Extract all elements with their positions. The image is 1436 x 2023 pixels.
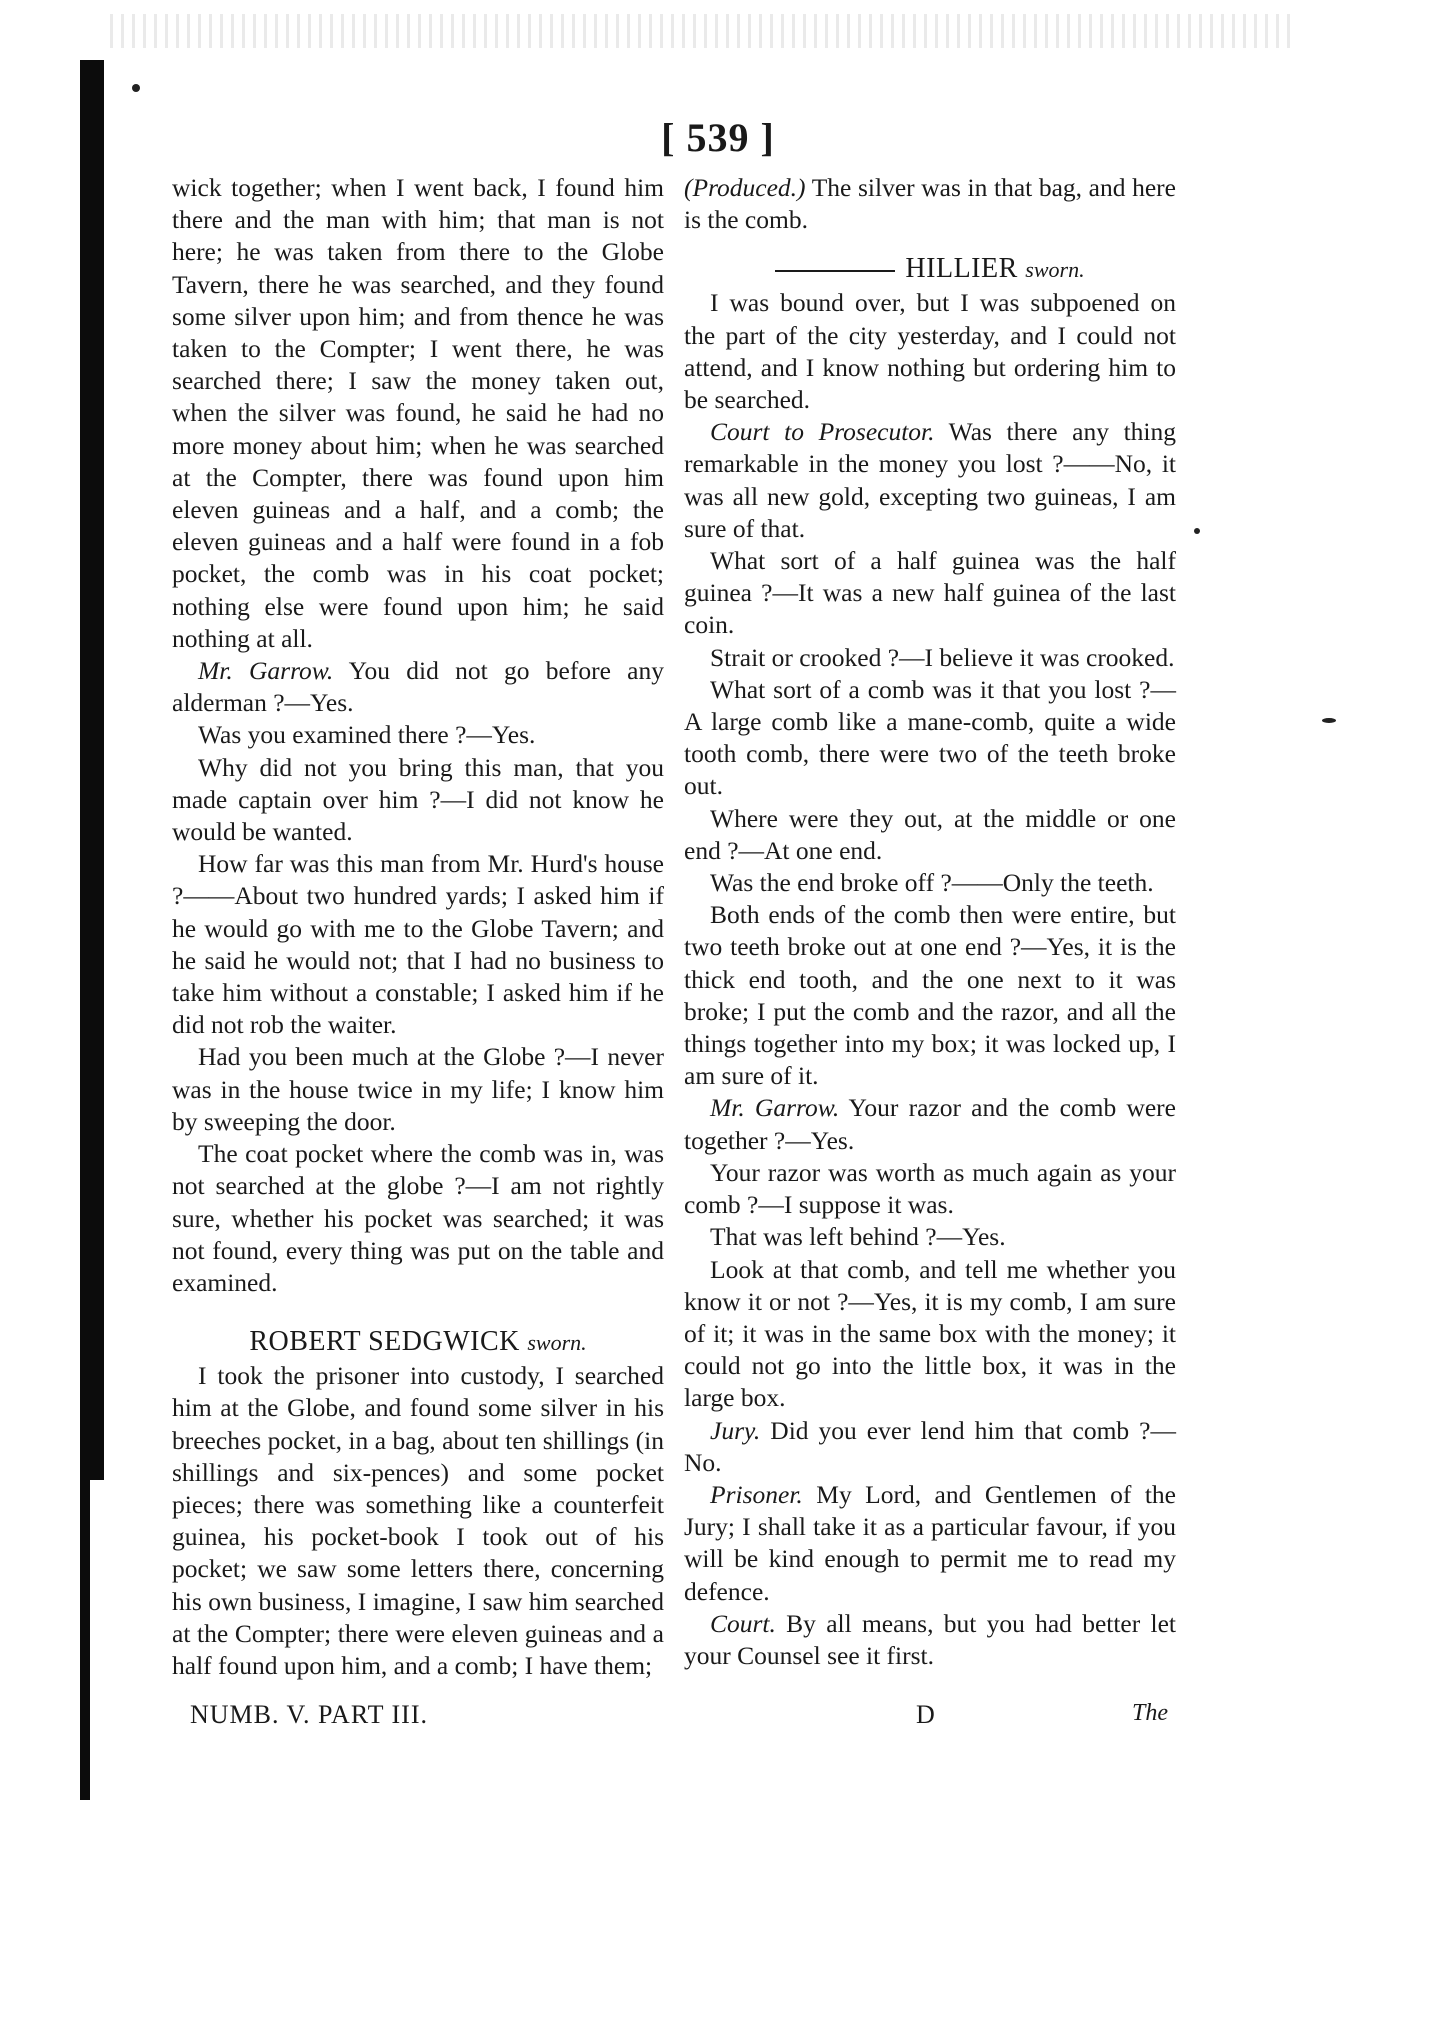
- scan-speck: [1322, 718, 1336, 723]
- section-gap: [172, 1299, 664, 1325]
- paragraph: Had you been much at the Globe ?—I never was in the house twice in my life; I know him by sweeping the door.: [172, 1042, 664, 1136]
- italic-note: (Produced.): [684, 173, 806, 202]
- speaker: Court.: [710, 1608, 776, 1638]
- speaker: Mr. Garrow.: [198, 656, 334, 686]
- paragraph: The coat pocket where the comb was in, was not searched at the globe ?—I am not rightly sure, whether his pocket was searched; it was not found, every thing was put on the table and examined.: [172, 1139, 664, 1297]
- scan-speck: [132, 84, 140, 92]
- witness-heading: [684, 252, 1176, 287]
- speaker: Mr. Garrow.: [710, 1093, 840, 1123]
- paragraph: What sort of a half guinea was the half guinea ?—It was a new half guinea of the last coin.: [684, 546, 1176, 640]
- paragraph: Was you examined there ?—Yes.: [198, 720, 536, 750]
- paragraph: [172, 655, 664, 719]
- speaker: Jury.: [710, 1415, 761, 1445]
- paragraph: I was bound over, but I was subpoened on the part of the city yesterday, and I could not attend, and I know nothing but ordering him to be searched.: [684, 288, 1176, 415]
- footer-part-label: NUMB. V. PART III.: [190, 1700, 428, 1729]
- paragraph: Both ends of the comb then were entire, but two teeth broke out at one end ?—Yes, it is the thick end tooth, and the one next to it was broke; I put the comb and the razor, and all the things together into my box; it was locked up, I am sure of it.: [684, 900, 1176, 1091]
- paragraph-text: Your razor and the comb were together ?—Yes.: [684, 1093, 1176, 1155]
- sworn-label: sworn.: [527, 1330, 587, 1356]
- paragraph: [684, 1479, 1176, 1608]
- scan-binding-edge: [80, 60, 104, 1480]
- paragraph: [684, 416, 1176, 545]
- paragraph: That was left behind ?—Yes.: [710, 1222, 1006, 1252]
- paragraph-text: You did not go before any alderman ?—Yes.: [172, 656, 664, 718]
- witness-heading: [172, 1325, 664, 1360]
- paragraph-text: My Lord, and Gentlemen of the Jury; I shall take it as a particular favour, if you will be kind enough to permit me to read my defence.: [684, 1479, 1176, 1606]
- scan-speck: [1194, 528, 1200, 534]
- speaker: Court to Prosecutor.: [710, 417, 935, 447]
- catchword: The: [1132, 1700, 1168, 1726]
- paragraph-text: Did you ever lend him that comb ?—No.: [684, 1415, 1176, 1477]
- paragraph-text: Was there any thing remarkable in the money you lost ?——No, it was all new gold, excepting two guineas, I am sure of that.: [684, 417, 1176, 543]
- paragraph: [684, 1092, 1176, 1156]
- left-column: [172, 172, 664, 1682]
- paragraph: Was the end broke off ?——Only the teeth.: [710, 868, 1154, 898]
- paragraph: How far was this man from Mr. Hurd's house ?——About two hundred yards; I asked him if he would go with me to the Globe Tavern; and he said he would not; that I had no business to take him without a constable; I asked him if he did not rob the waiter.: [172, 849, 664, 1040]
- paragraph: [684, 1415, 1176, 1479]
- scan-binding-edge-lower: [80, 1480, 90, 1800]
- paragraph: I took the prisoner into custody, I searched him at the Globe, and found some silver in his breeches pocket, in a bag, about ten shillings (in shillings and six-pences) and some pocket pieces; there was something like a counterfeit guinea, his pocket-book I took out of his pocket; we saw some letters there, concerning his own business, I imagine, I saw him searched at the Compter; there were eleven guineas and a half found upon him, and a comb; I have them;: [172, 1361, 664, 1680]
- sworn-label: sworn.: [1025, 257, 1085, 283]
- paragraph-text: The silver was in that bag, and here is the comb.: [684, 173, 1176, 235]
- paragraph: What sort of a comb was it that you lost ?—A large comb like a mane-comb, quite a wide tooth comb, there were two of the teeth broke out.: [684, 674, 1176, 801]
- paragraph: Look at that comb, and tell me whether you know it or not ?—Yes, it is my comb, I am sure of it; it was in the same box with the money; it could not go into the little box, it was in the large box.: [684, 1254, 1176, 1413]
- witness-name: HILLIER: [905, 253, 1018, 285]
- witness-name: ROBERT SEDGWICK: [249, 1326, 520, 1358]
- paragraph: [684, 172, 1176, 236]
- paragraph-text: By all means, but you had better let your Counsel see it first.: [684, 1608, 1176, 1670]
- paragraph: Where were they out, at the middle or one end ?—At one end.: [684, 803, 1176, 865]
- paragraph: Why did not you bring this man, that you made captain over him ?—I did not know he would be wanted.: [172, 752, 664, 847]
- speaker: Prisoner.: [710, 1479, 803, 1509]
- paragraph: Your razor was worth as much again as your comb ?—I suppose it was.: [684, 1157, 1176, 1220]
- section-gap: [684, 236, 1176, 252]
- paragraph: Strait or crooked ?—I believe it was crooked.: [710, 642, 1175, 672]
- heading-dash: [775, 270, 895, 272]
- scan-noise-top: [110, 14, 1290, 48]
- paragraph: wick together; when I went back, I found him there and the man with him; that man is not here; he was taken from there to the Globe Tavern, there he was searched, and they found some silver upon him; and from thence he was taken to the Compter; I went there, he was searched there; I saw the money taken out, when the silver was found, he said he had no more money about him; when he was searched at the Compter, there was found upon him eleven guineas and a half, and a comb; the eleven guineas and a half were found in a fob pocket, the comb was in his coat pocket; nothing else were found upon him; he said nothing at all.: [172, 173, 664, 653]
- paragraph: [684, 1608, 1176, 1672]
- page-number: [ 539 ]: [661, 115, 775, 160]
- right-column: [684, 172, 1176, 1672]
- signature-mark: D: [916, 1700, 935, 1729]
